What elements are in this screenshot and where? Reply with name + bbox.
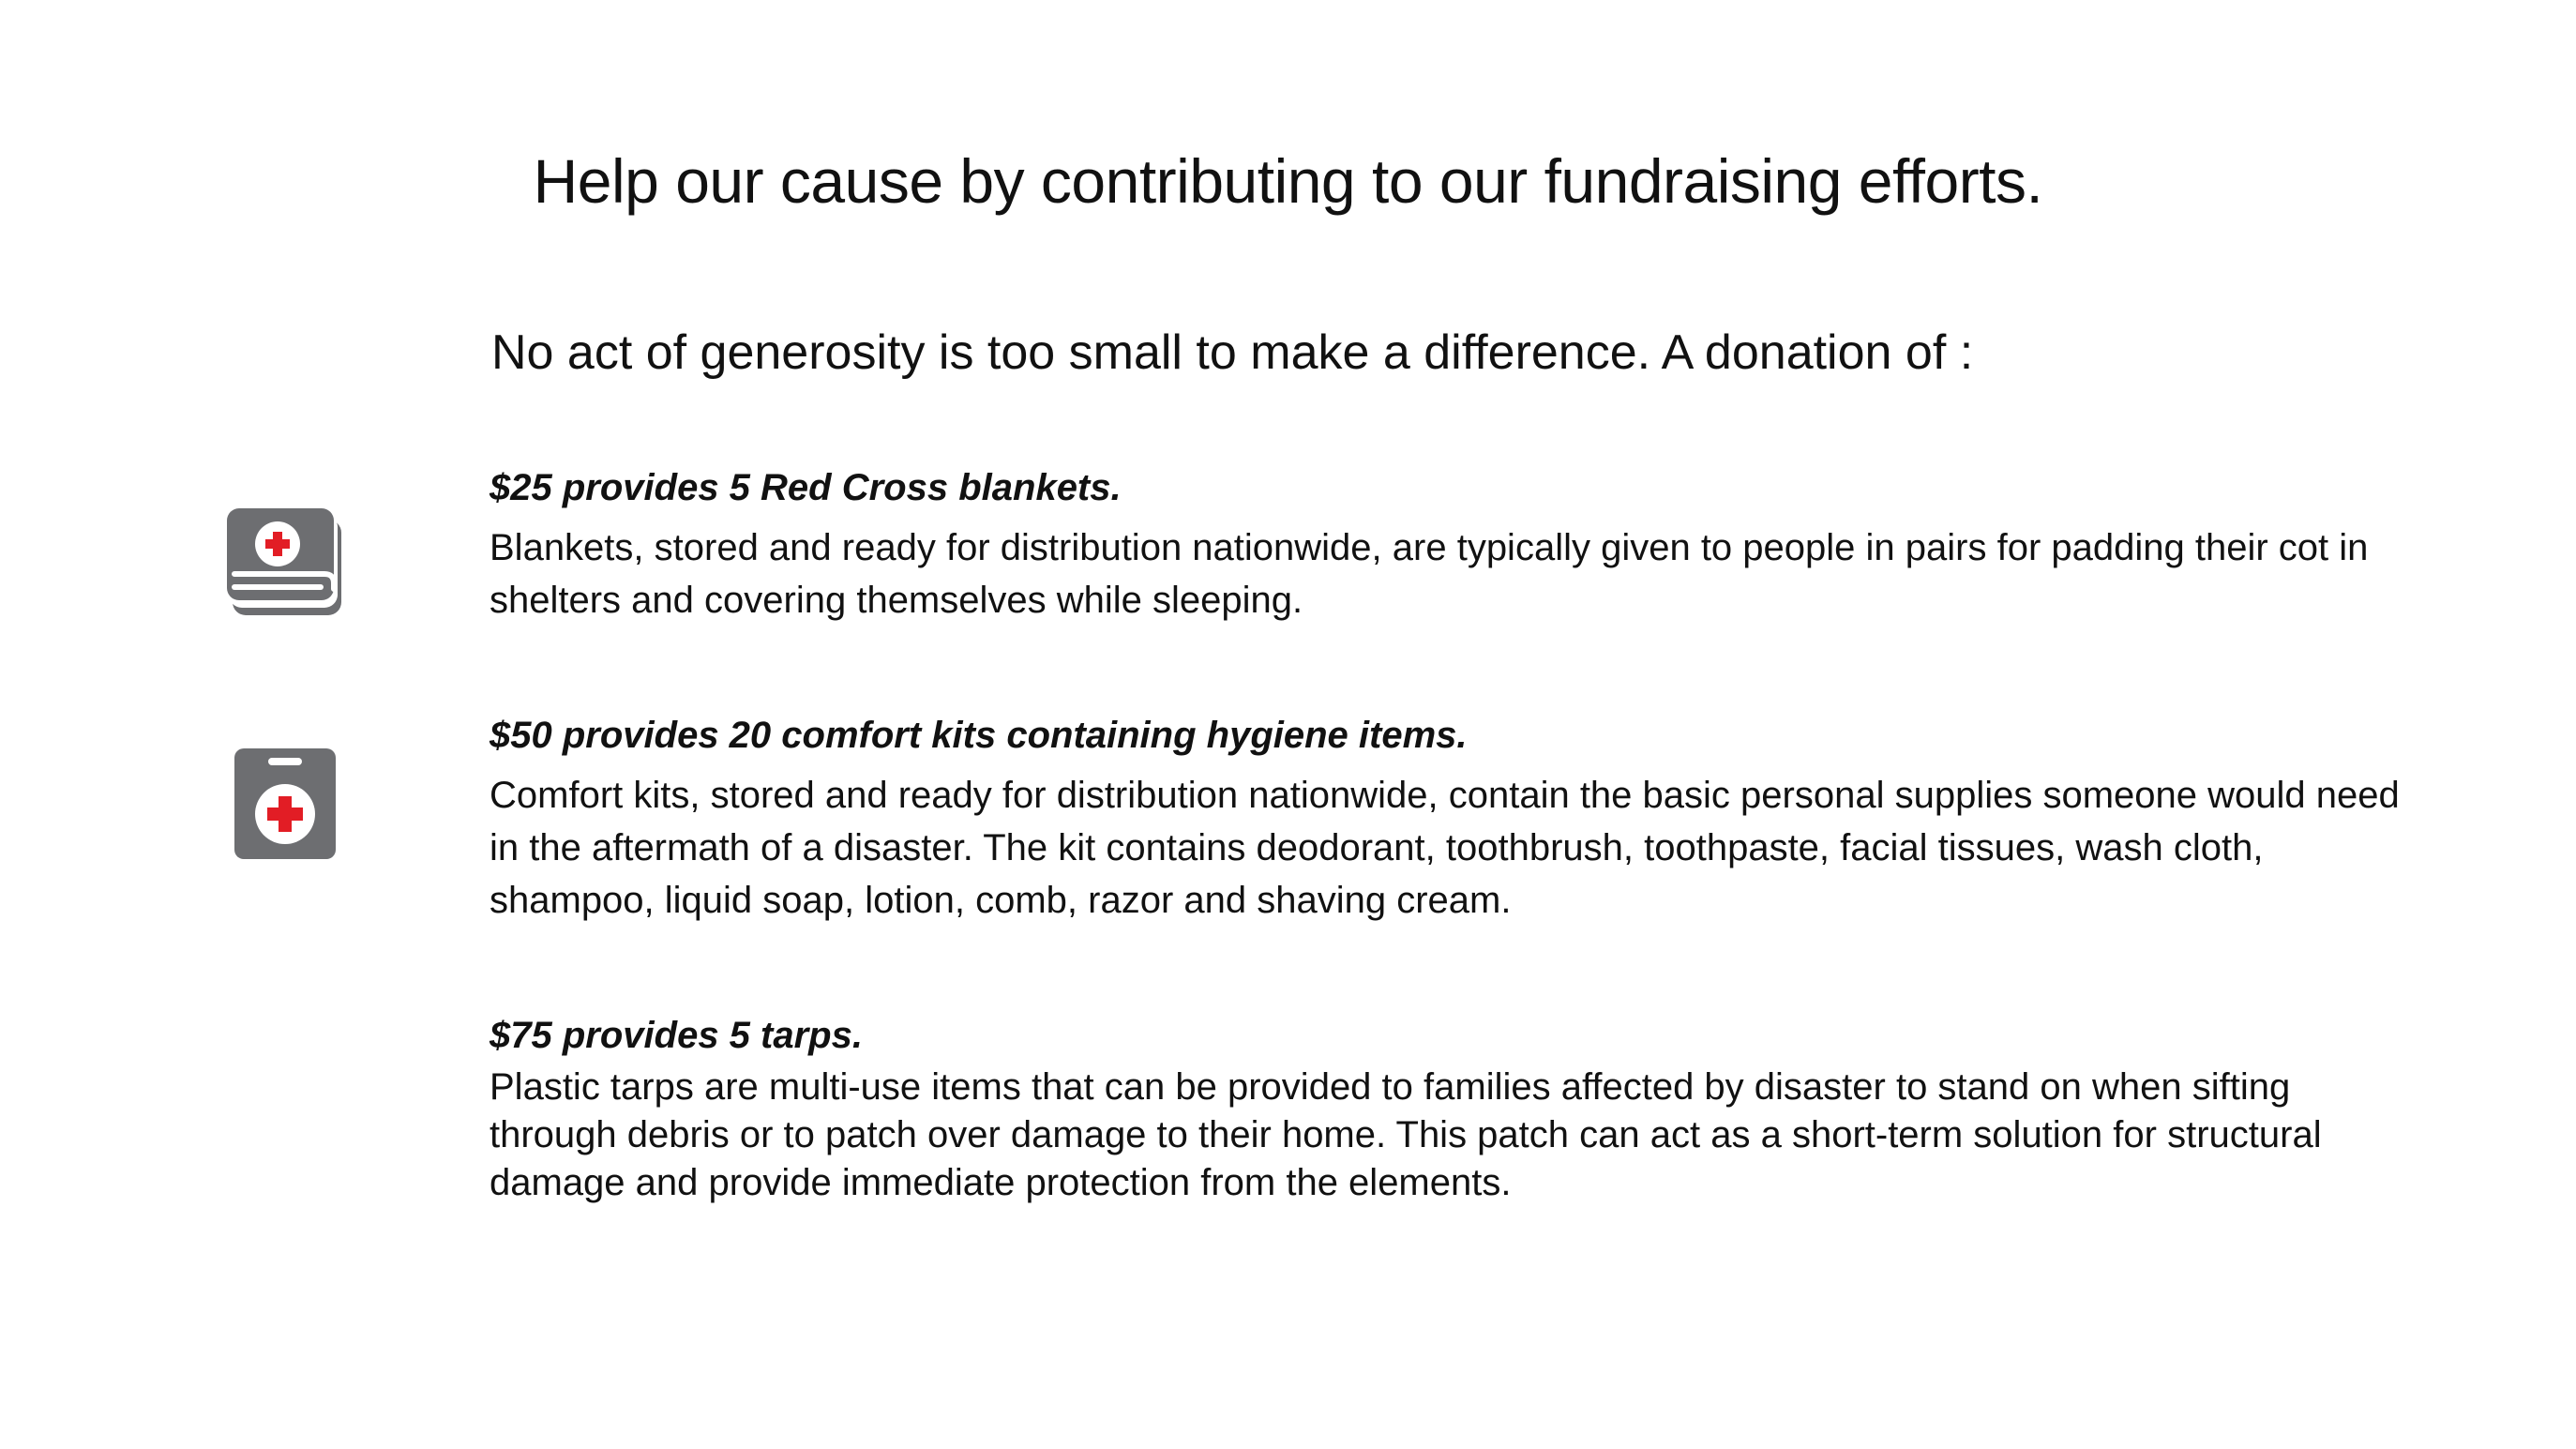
blankets-icon <box>223 505 347 621</box>
donation-item-heading: $25 provides 5 Red Cross blankets. <box>490 467 1122 508</box>
donation-item-comfort-kits <box>490 707 2421 927</box>
donation-item-blankets <box>490 460 2421 626</box>
donation-item-heading: $75 provides 5 tarps. <box>490 1015 863 1056</box>
page-title: Help our cause by contributing to our fundraising efforts. <box>533 146 2043 216</box>
comfort-kit-icon <box>233 747 338 861</box>
donation-item-description: Blankets, stored and ready for distribution nationwide, are typically given to people in pairs for padding their cot in shelters and covering themselves while sleeping. <box>490 527 2369 621</box>
donation-item-heading: $50 provides 20 comfort kits containing hygiene items. <box>490 715 1468 756</box>
donation-item-description: Plastic tarps are multi-use items that can be provided to families affected by disaster to stand on when sifting through debris or to patch over damage to their home. This patch can act as a short-term solution for structural damage and provide immediate protection from the elements. <box>490 1066 2322 1203</box>
donation-item-tarps <box>490 1007 2421 1207</box>
donation-intro: No act of generosity is too small to make a difference. A donation of : <box>491 325 1974 380</box>
donation-item-description: Comfort kits, stored and ready for distribution nationwide, contain the basic personal supplies someone would need in the aftermath of a disaster. The kit contains deodorant, toothbrush, toothpaste, facial tissues, wash cloth, shampoo, liquid soap, lotion, comb, razor and shaving cream. <box>490 775 2400 921</box>
